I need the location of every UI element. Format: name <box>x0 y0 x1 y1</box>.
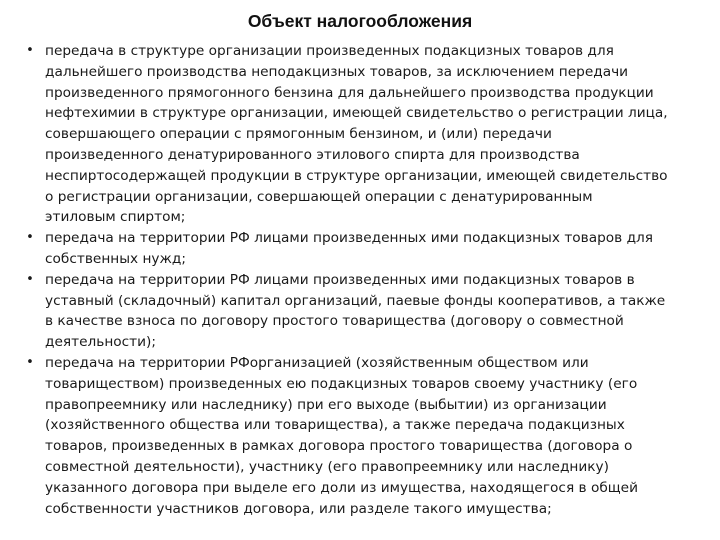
bullet-list <box>0 41 720 519</box>
list-item <box>0 41 720 228</box>
list-item <box>0 353 720 519</box>
bullet-icon: • <box>26 271 34 287</box>
list-item-text: передача на территории РФорганизацией (хозяйственным обществом или товариществом) произведенных ею подакцизных товаров своему участнику (его правопреемнику или наследнику) при его выходе (выбытии) из организации (хозяйственного общества или товарищества), а также передача подакцизных товаров, произведенных в рамках договора простого товарищества (договора о совместной деятельности), участнику (его правопреемнику или наследнику) указанного договора при выделе его доли из имущества, находящегося в общей собственности участников договора, или разделе такого имущества; <box>45 354 638 517</box>
list-item-text: передача на территории РФ лицами произведенных ими подакцизных товаров для собственных нужд; <box>45 230 654 267</box>
list-item-text: передача на территории РФ лицами произведенных ими подакцизных товаров в уставный (складочный) капитал организаций, паевые фонды кооперативов, а также в качестве взноса по договору простого товарищества (договору о совместной деятельности); <box>45 271 666 351</box>
slide-title: Объект налогообложения <box>247 11 473 31</box>
bullet-icon: • <box>26 230 34 246</box>
bullet-icon: • <box>26 43 34 58</box>
bullet-icon: • <box>26 354 34 370</box>
list-item <box>0 270 720 353</box>
list-item <box>0 228 720 270</box>
list-item-text: передача в структуре организации произведенных подакцизных товаров для дальнейшего производства неподакцизных товаров, за исключением передачи произведенного прямогонного бензина для дальнейшего производства продукции нефтехимии в структуре организации, имеющей свидетельство о регистрации лица, совершающего операции с прямогонным бензином, и (или) передачи произведенного денатурированного этилового спирта для производства неспиртосодержащей продукции в структуре организации, имеющей свидетельство о регистрации организации, совершающей операции с денатурированным этиловым спиртом; <box>45 43 668 226</box>
